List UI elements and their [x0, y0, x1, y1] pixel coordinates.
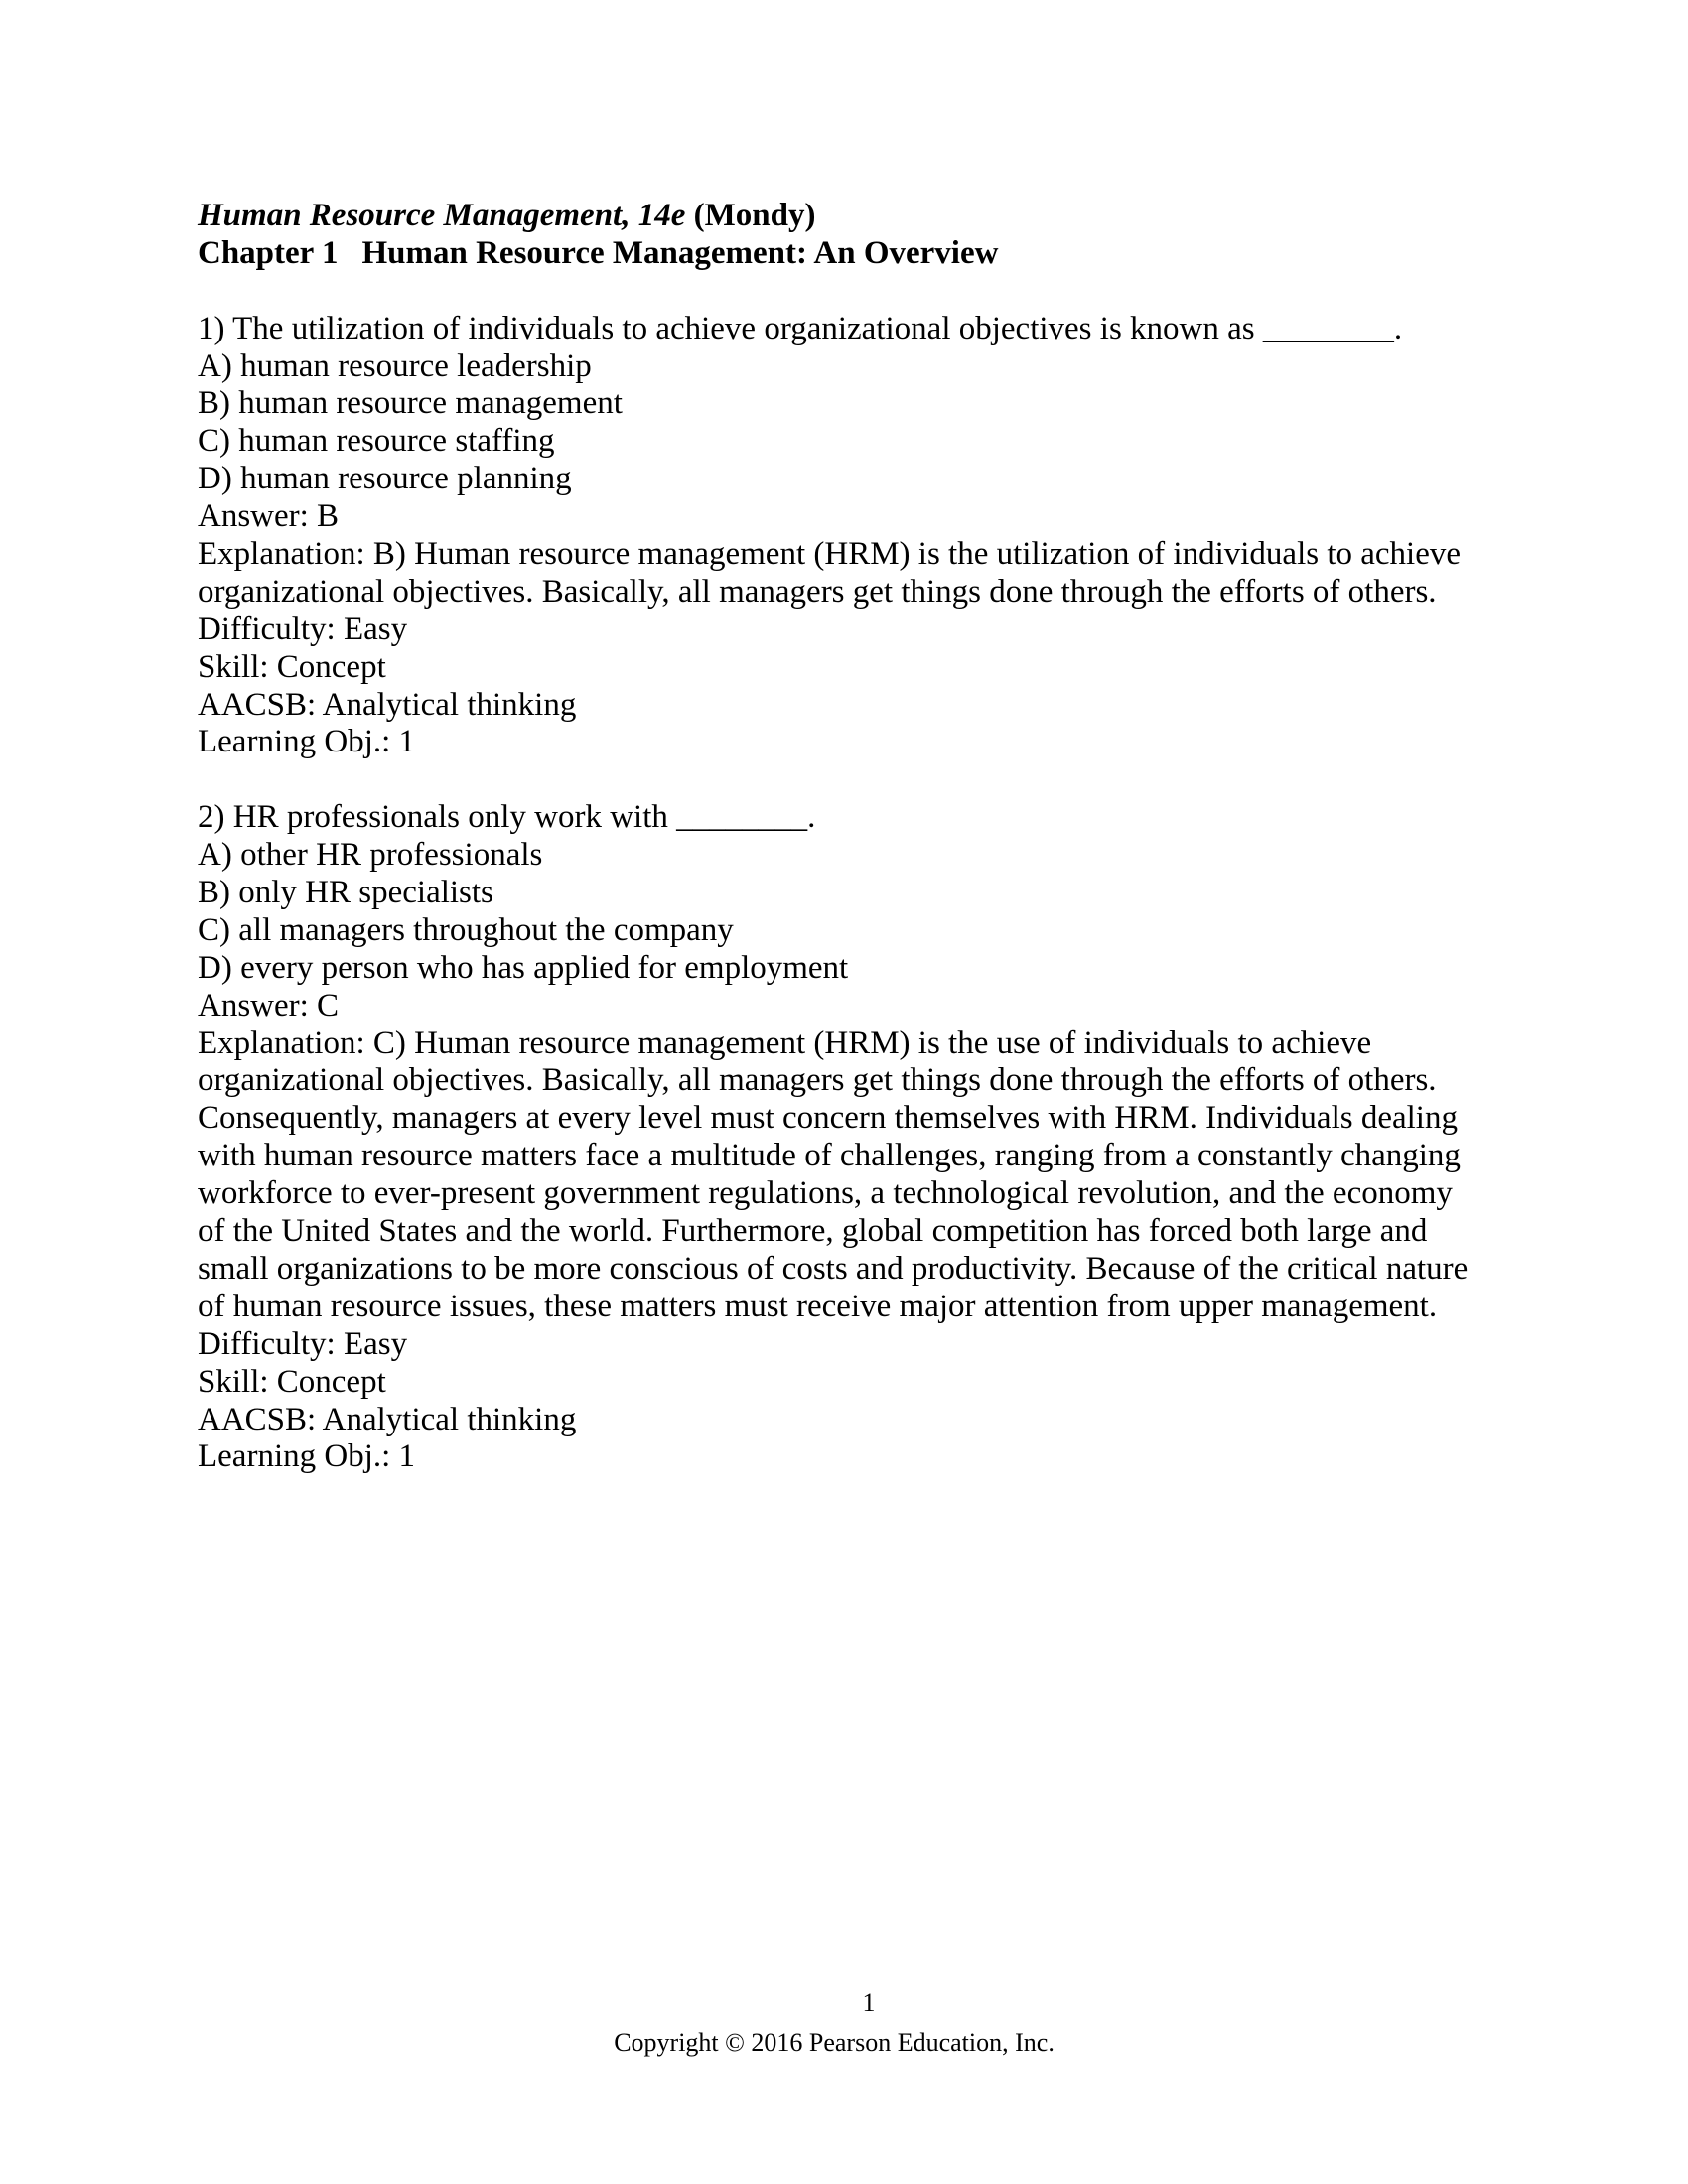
- explanation-line: organizational objectives. Basically, all managers get things done through the efforts of others.: [198, 573, 1437, 610]
- explanation-line: Explanation: C) Human resource management (HRM) is the use of individuals to achieve: [198, 1024, 1372, 1061]
- book-title-line: [198, 198, 1508, 235]
- question-block-1: [198, 311, 1508, 762]
- option-d: D) human resource planning: [198, 461, 572, 497]
- skill: Skill: Concept: [198, 1363, 386, 1400]
- chapter-title: Human Resource Management: An Overview: [361, 234, 999, 271]
- option-a: A) human resource leadership: [198, 347, 592, 384]
- option-b: B) human resource management: [198, 385, 623, 422]
- aacsb: AACSB: Analytical thinking: [198, 686, 577, 723]
- chapter-label: Chapter 1: [198, 234, 339, 271]
- answer: Answer: C: [198, 987, 340, 1024]
- aacsb: AACSB: Analytical thinking: [198, 1401, 577, 1437]
- option-b: B) only HR specialists: [198, 875, 493, 911]
- option-a: A) other HR professionals: [198, 837, 543, 874]
- book-author: (Mondy): [693, 198, 816, 233]
- explanation-line: organizational objectives. Basically, all managers get things done through the efforts of others.: [198, 1062, 1437, 1099]
- explanation-line: Consequently, managers at every level must concern themselves with HRM. Individuals dealing: [198, 1100, 1458, 1137]
- skill: Skill: Concept: [198, 648, 386, 685]
- question-block-2: [198, 799, 1508, 1476]
- explanation-line: Explanation: B) Human resource management (HRM) is the utilization of individuals to achieve: [198, 536, 1461, 573]
- explanation-line: with human resource matters face a multitude of challenges, ranging from a constantly changing: [198, 1138, 1461, 1174]
- option-c: C) human resource staffing: [198, 423, 555, 460]
- explanation-line: of the United States and the world. Furthermore, global competition has forced both large and: [198, 1213, 1428, 1250]
- chapter-heading: [198, 235, 1508, 273]
- option-c: C) all managers throughout the company: [198, 911, 734, 948]
- explanation-line: small organizations to be more conscious of costs and productivity. Because of the critical nature: [198, 1250, 1469, 1287]
- explanation-line: of human resource issues, these matters must receive major attention from upper management.: [198, 1288, 1438, 1324]
- question-text: 2) HR professionals only work with ________.: [198, 799, 816, 836]
- difficulty: Difficulty: Easy: [198, 611, 408, 647]
- explanation-line: workforce to ever-present government regulations, a technological revolution, and the economy: [198, 1175, 1453, 1212]
- difficulty: Difficulty: Easy: [198, 1325, 408, 1362]
- learning-objective: Learning Obj.: 1: [198, 1438, 416, 1475]
- page-number: 1: [862, 1988, 876, 2017]
- document-body: [198, 198, 1508, 1476]
- answer: Answer: B: [198, 498, 340, 535]
- question-text: 1) The utilization of individuals to achieve organizational objectives is known as ________.: [198, 310, 1403, 346]
- option-d: D) every person who has applied for employment: [198, 949, 849, 986]
- learning-objective: Learning Obj.: 1: [198, 724, 416, 760]
- book-title: Human Resource Management, 14e: [198, 198, 686, 233]
- copyright-notice: Copyright © 2016 Pearson Education, Inc.: [614, 2028, 1055, 2057]
